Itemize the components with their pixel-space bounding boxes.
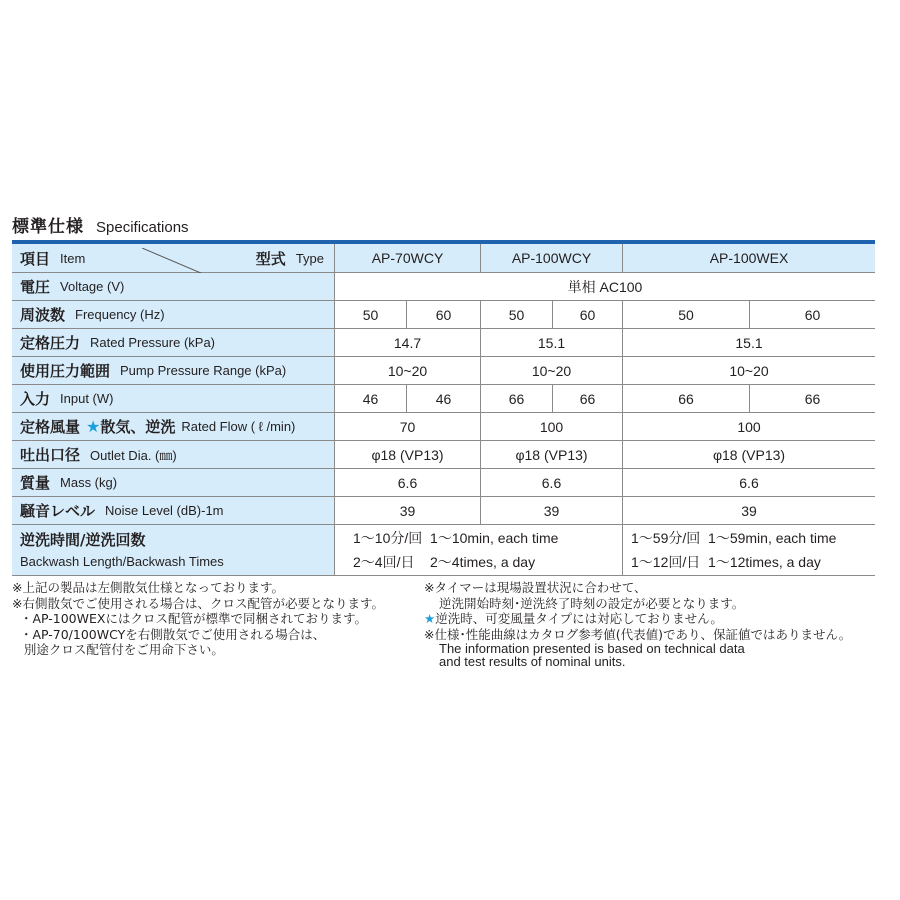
label-en: Voltage (V) — [60, 279, 125, 294]
value-cell: 10~20 — [387, 362, 428, 379]
note-line: ※右側散気でご使用される場合は、クロス配管が必要となります。 — [12, 595, 384, 611]
backwash-wex-line2: 1〜12回/日 1〜12times, a day — [631, 554, 821, 570]
label-cell — [12, 413, 335, 440]
note-line: ※仕様･性能曲線はカタログ参考値(代表値)であり、保証値ではありません。 — [424, 626, 852, 642]
model-header-ap100wex: AP-100WEX — [622, 244, 875, 272]
label-cell — [12, 469, 335, 496]
note-text: 逆洗時、可変風量タイプには対応しておりません。 — [435, 611, 723, 626]
note-line-en: and test results of nominal units. — [439, 654, 626, 669]
label-en: Noise Level (dB)-1m — [105, 503, 224, 518]
backwash-wex-cell — [622, 525, 875, 575]
value-cell: 15.1 — [480, 329, 622, 356]
value-cell: 50 — [480, 301, 552, 328]
row-input — [12, 385, 875, 413]
note-line: ※上記の製品は左側散気仕様となっております。 — [12, 580, 284, 595]
section-title — [12, 212, 189, 237]
label-en: Frequency (Hz) — [75, 307, 165, 322]
label-jp: 入力 — [20, 390, 51, 408]
type-jp: 型式 — [255, 249, 286, 268]
value-cell: 100 — [480, 413, 622, 440]
label-en: Mass (kg) — [60, 475, 118, 490]
label-en: Input (W) — [60, 391, 114, 406]
voltage-value: 単相 AC100 — [567, 278, 643, 295]
label-en: Outlet Dia. (㎜) — [90, 448, 177, 463]
row-frequency — [12, 301, 875, 329]
label-cell — [12, 497, 335, 524]
value-cell: φ18 (VP13) — [371, 446, 444, 463]
row-outlet — [12, 441, 875, 469]
value-cell: 60 — [552, 301, 622, 328]
value-cell: 66 — [552, 385, 622, 412]
type-en: Type — [295, 250, 324, 266]
value-cell: 46 — [406, 385, 480, 412]
label-cell — [12, 525, 335, 575]
label-cell — [12, 301, 335, 328]
model-header-ap70wcy: AP-70WCY — [335, 244, 480, 272]
note-line: ・AP-100WEXにはクロス配管が標準で同梱されております。 — [12, 611, 367, 626]
value-cell: 50 — [622, 301, 749, 328]
backwash-wcy-line2: 2〜4回/日 2〜4times, a day — [353, 554, 536, 570]
table-header-row — [12, 244, 875, 273]
label-jp: 定格風量 — [20, 418, 81, 436]
label-jp: 逆洗時間/逆洗回数 — [20, 531, 146, 549]
note-line: ※タイマーは現場設置状況に合わせて、 — [424, 580, 647, 595]
label-jp: 定格圧力 — [20, 334, 81, 352]
label-en: Backwash Length/Backwash Times — [20, 554, 224, 569]
label-jp: 周波数 — [20, 306, 66, 324]
backwash-wcy-cell — [335, 525, 622, 575]
row-pressure-range — [12, 357, 875, 385]
value-cell: φ18 (VP13) — [622, 441, 875, 468]
value-cell: 66 — [480, 385, 552, 412]
star-icon: ★ — [86, 417, 101, 436]
title-jp: 標準仕様 — [12, 217, 84, 237]
value-cell: 14.7 — [393, 334, 422, 351]
value-cell: 6.6 — [622, 469, 875, 496]
value-cell: 6.6 — [480, 469, 622, 496]
note-star-line — [424, 611, 851, 627]
header-label-cell — [12, 244, 335, 272]
value-cell: 10~20 — [480, 357, 622, 384]
value-cell: 10~20 — [622, 357, 875, 384]
value-cell: 39 — [480, 497, 622, 524]
item-jp: 項目 — [20, 249, 51, 268]
row-voltage — [12, 273, 875, 301]
row-rated-pressure — [12, 329, 875, 357]
value-cell: 66 — [622, 385, 749, 412]
value-cell: 46 — [362, 390, 379, 407]
row-noise — [12, 497, 875, 525]
label-jp: 使用圧力範囲 — [20, 362, 111, 380]
value-cell: 39 — [622, 497, 875, 524]
note-line: 別途クロス配管付をご用命下さい。 — [12, 642, 224, 657]
backwash-wcy-line1: 1〜10分/回 1〜10min, each time — [353, 530, 559, 546]
label-en: Pump Pressure Range (kPa) — [120, 363, 287, 378]
item-en: Item — [60, 250, 86, 266]
value-cell: 60 — [749, 301, 875, 328]
label-jp: 電圧 — [20, 278, 51, 296]
value-cell: 15.1 — [622, 329, 875, 356]
label-cell — [12, 357, 335, 384]
notes-right — [424, 580, 851, 668]
row-mass — [12, 469, 875, 497]
label-jp-2: 散気、逆洗 — [100, 418, 176, 436]
value-cell: 50 — [362, 306, 379, 323]
value-cell: 100 — [622, 413, 875, 440]
label-cell — [12, 385, 335, 412]
label-jp: 騒音レベル — [20, 502, 96, 520]
backwash-wex-line1: 1〜59分/回 1〜59min, each time — [631, 530, 837, 546]
label-cell — [12, 329, 335, 356]
title-en: Specifications — [96, 219, 189, 236]
label-jp: 質量 — [20, 474, 51, 492]
notes-left — [12, 580, 384, 658]
value-cell: 39 — [399, 502, 416, 519]
value-cell: φ18 (VP13) — [480, 441, 622, 468]
label-cell — [12, 273, 335, 300]
note-line: 逆洗開始時刻･逆洗終了時刻の設定が必要となります。 — [439, 595, 745, 611]
diagonal-divider-icon — [142, 248, 208, 276]
label-en: Rated Pressure (kPa) — [90, 335, 216, 350]
row-backwash — [12, 525, 875, 576]
star-icon: ★ — [424, 611, 436, 626]
model-header-ap100wcy: AP-100WCY — [480, 244, 622, 272]
label-jp: 吐出口径 — [20, 446, 81, 464]
note-line-en: The information presented is based on technical data — [439, 641, 745, 656]
note-line: ・AP-70/100WCYを右側散気でご使用される場合は、 — [12, 626, 326, 642]
value-cell: 60 — [406, 301, 480, 328]
value-cell: 70 — [399, 418, 416, 435]
label-en: Rated Flow ( ℓ /min) — [181, 419, 296, 434]
row-rated-flow — [12, 413, 875, 441]
value-cell: 66 — [749, 385, 875, 412]
label-cell — [12, 441, 335, 468]
value-cell: 6.6 — [397, 474, 418, 491]
